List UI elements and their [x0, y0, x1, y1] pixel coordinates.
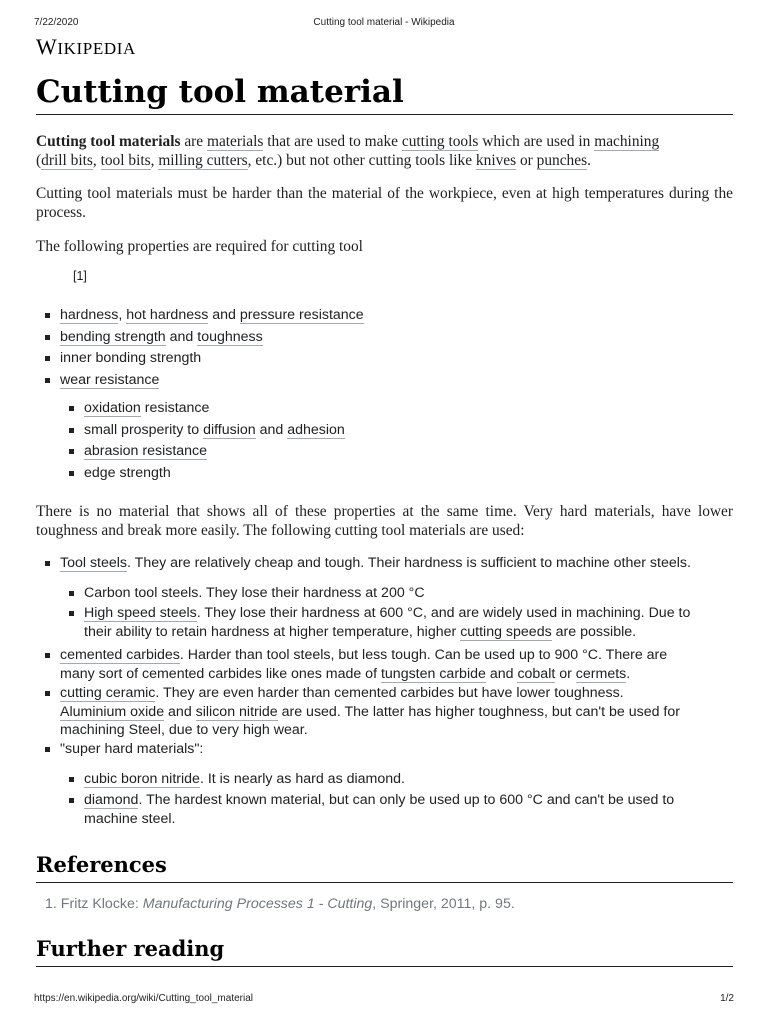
list-item: High speed steels. They lose their hardness at 600 °C, and are widely used in machining. Due to their ability to retain hardness at higher temperature, higher cutting speeds are possible.	[36, 604, 733, 646]
list-item	[60, 464, 733, 486]
bullet-icon	[69, 428, 74, 433]
print-title: Cutting tool material - Wikipedia	[313, 17, 455, 28]
link-cermets[interactable]: cermets	[575, 665, 627, 682]
link-abrasion-resistance[interactable]: abrasion resistance	[84, 443, 208, 459]
bullet-icon	[45, 561, 50, 566]
link-cemented-carbides[interactable]: cemented carbides	[60, 647, 180, 663]
item-super-hard: "super hard materials":	[60, 741, 204, 757]
references-heading: References	[36, 850, 733, 883]
item-carbon-steels: Carbon tool steels. They lose their hardness at 200 °C	[84, 585, 425, 601]
link-aluminium-oxide[interactable]: Aluminium oxide	[60, 703, 165, 720]
logo-rest: IKIPEDIA	[57, 39, 136, 58]
link-machining[interactable]: machining	[594, 133, 660, 150]
link-cobalt[interactable]: cobalt	[517, 665, 556, 682]
bullet-icon	[69, 471, 74, 476]
link-drill-bits[interactable]: drill bits	[41, 152, 93, 169]
link-hardness[interactable]: hardness	[60, 307, 119, 323]
bullet-icon	[45, 691, 50, 696]
bullet-icon	[69, 406, 74, 411]
link-tungsten-carbide[interactable]: tungsten carbide	[380, 665, 486, 682]
link-cubic-boron-nitride[interactable]: cubic boron nitride	[84, 771, 200, 787]
hardness-paragraph: Cutting tool materials must be harder than the material of the workpiece, even at high temperatures during the process.	[36, 185, 733, 221]
bullet-icon	[45, 313, 50, 318]
reference-title: Manufacturing Processes 1 - Cutting	[142, 896, 373, 912]
link-hot-hardness[interactable]: hot hardness	[126, 307, 209, 323]
wear-sublist	[60, 399, 733, 485]
materials-list	[36, 554, 733, 831]
list-item: Tool steels. They are relatively cheap and tough. Their hardness is sufficient to machine other steels.	[36, 554, 733, 584]
reference-item: 1. Fritz Klocke: Manufacturing Processes 1 - Cutting, Springer, 2011, p. 95.	[45, 896, 515, 912]
item-edge-strength: edge strength	[84, 464, 171, 481]
item-inner-bonding: inner bonding strength	[60, 350, 202, 366]
print-header	[34, 17, 734, 31]
bullet-icon	[45, 378, 50, 383]
link-milling-cutters[interactable]: milling cutters	[158, 152, 248, 169]
list-item	[36, 740, 733, 770]
list-item	[36, 349, 733, 371]
link-diamond[interactable]: diamond	[84, 792, 139, 808]
page-number: 1/2	[720, 993, 734, 1004]
list-item: cutting ceramic. They are even harder than cemented carbides but have lower toughness. Aluminium oxide and silicon nitride are used. The latter has higher toughness, but can't be used for machining Steel, due to very high wear.	[36, 684, 733, 740]
bullet-icon	[69, 798, 74, 803]
citation-1[interactable]: [1]	[73, 269, 87, 283]
properties-intro: The following properties are required for cutting tool	[36, 238, 363, 255]
list-item: cemented carbides. Harder than tool steels, but less tough. Can be used up to 900 °C. There are many sort of cemented carbides like ones made of tungsten carbide and cobalt or cermets.	[36, 646, 733, 684]
page-url: https://en.wikipedia.org/wiki/Cutting_tool_material	[34, 993, 253, 1004]
list-item: oxidation resistance	[60, 399, 733, 421]
print-date: 7/22/2020	[34, 17, 79, 28]
link-tool-bits[interactable]: tool bits	[100, 152, 151, 169]
list-item	[36, 584, 733, 604]
link-pressure-resistance[interactable]: pressure resistance	[239, 307, 364, 323]
link-wear-resistance[interactable]: wear resistance	[60, 371, 160, 388]
bullet-icon	[45, 356, 50, 361]
link-high-speed-steels[interactable]: High speed steels	[84, 605, 197, 621]
link-adhesion[interactable]: adhesion	[287, 421, 345, 438]
link-bending-strength[interactable]: bending strength	[60, 328, 166, 345]
link-cutting-ceramic[interactable]: cutting ceramic	[60, 685, 156, 701]
bullet-icon	[45, 335, 50, 340]
link-diffusion[interactable]: diffusion	[203, 421, 256, 438]
bullet-icon	[69, 611, 74, 616]
intro-paragraph: Cutting tool materials are materials that are used to make cutting tools which are used in machining (drill bits, tool bits, milling cutters, etc.) but not other cutting tools like knives or punches.	[36, 133, 660, 169]
list-item	[60, 442, 733, 464]
bullet-icon	[69, 591, 74, 596]
page-title: Cutting tool material	[36, 70, 733, 115]
link-materials[interactable]: materials	[206, 133, 264, 150]
wikipedia-logo[interactable]	[36, 34, 136, 60]
link-punches[interactable]: punches	[536, 152, 588, 169]
list-item: small prosperity to diffusion and adhesion	[60, 421, 733, 443]
properties-list	[36, 306, 733, 392]
link-cutting-speeds[interactable]: cutting speeds	[460, 623, 552, 640]
bullet-icon	[45, 747, 50, 752]
link-cutting-tools[interactable]: cutting tools	[401, 133, 479, 150]
logo-initial: W	[36, 34, 58, 59]
list-item: hardness, hot hardness and pressure resistance	[36, 306, 733, 328]
link-knives[interactable]: knives	[475, 152, 517, 169]
link-toughness[interactable]: toughness	[197, 328, 263, 345]
list-item: diamond. The hardest known material, but can only be used up to 600 °C and can't be used to machine steel.	[36, 791, 733, 831]
link-silicon-nitride[interactable]: silicon nitride	[195, 703, 278, 720]
list-item	[36, 371, 733, 393]
bullet-icon	[69, 777, 74, 782]
link-oxidation[interactable]: oxidation	[84, 400, 141, 416]
further-reading-heading: Further reading	[36, 934, 733, 967]
link-tool-steels[interactable]: Tool steels	[60, 555, 128, 571]
bullet-icon	[69, 449, 74, 454]
bullet-icon	[45, 653, 50, 658]
list-item: cubic boron nitride. It is nearly as hard as diamond.	[36, 770, 733, 791]
list-item: bending strength and toughness	[36, 328, 733, 350]
intro-bold-term: Cutting tool materials	[36, 133, 181, 150]
materials-intro: There is no material that shows all of these properties at the same time. Very hard materials, have lower toughness and break more easily. The following cutting tool materials are used:	[36, 503, 733, 539]
